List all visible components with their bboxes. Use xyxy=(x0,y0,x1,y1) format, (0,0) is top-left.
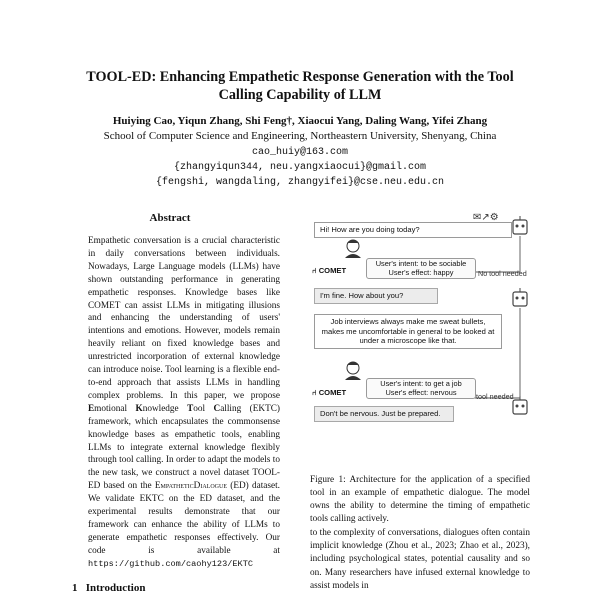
bot-bubble-1: I'm fine. How about you? xyxy=(314,288,438,304)
email-1: cao_huiy@163.com xyxy=(251,147,348,158)
ektc-t: T xyxy=(187,403,194,414)
robot-icon xyxy=(513,288,527,306)
user-bubble-2: Job interviews always make me sweat bullets, makes me uncomfortable in general to be looked at under a microscope like that. xyxy=(314,314,502,349)
dataset-name: EmpatheticDialogue xyxy=(154,481,228,492)
user-avatar-icon xyxy=(345,240,361,258)
section-number: 1 xyxy=(72,582,78,594)
comet-icon: ⑁ xyxy=(312,388,317,397)
code-url-link[interactable]: https://github.com/caohy123/EKTC xyxy=(88,558,254,569)
ektc-2: nowledge xyxy=(142,403,188,414)
user-bubble-1: Hi! How are you doing today? xyxy=(314,222,512,238)
user-avatar-icon xyxy=(345,362,361,380)
abstract-body xyxy=(88,235,280,571)
comet-output-1 xyxy=(366,258,476,279)
abstract-text-2: (ED) dataset. We validate EKTC on the ED dataset, and the experimental results demonstrate that our framework can enhance the ability of LLMs to generate empathetic responses effectively. Our code is available at xyxy=(88,481,280,556)
comet-label xyxy=(312,388,346,397)
ektc-3: ool xyxy=(193,403,214,414)
figure-1 xyxy=(308,210,532,420)
intent-1: User's intent: to be sociable xyxy=(375,259,467,268)
tool-icons: ✉↗⚙ xyxy=(473,212,499,223)
title-line-1: TOOL-ED: Enhancing Empathetic Response Generation with the Tool xyxy=(86,69,514,85)
ektc-4: alling (EKTC) framework, which encapsulates the commonsense knowledge bases as empathetic tools, enabling LLMs to integrate external knowledge flexibly through tool calling. In order to adapt the models to the new task, we construct a novel dataset TOOL-ED based on the xyxy=(88,403,280,492)
intent-2: User's intent: to get a job xyxy=(380,379,462,388)
comet-output-2 xyxy=(366,378,476,399)
comet-icon: ⑁ xyxy=(312,266,317,275)
bot-bubble-2: Don't be nervous. Just be prepared. xyxy=(314,406,454,422)
flow-arrow xyxy=(474,236,520,272)
effect-1: User's effect: happy xyxy=(388,268,454,278)
ektc-e: E xyxy=(88,403,95,414)
effect-2: User's effect: nervous xyxy=(385,388,457,398)
comet-label xyxy=(312,266,346,275)
section-heading xyxy=(72,582,145,594)
body-text: to the complexity of conversations, dialogues often contain implicit knowledge (Zhou et al., 2023; Zhao et al., 2023), including psychological states, potential causality and so on. Many researchers have infused external knowledge to assist models in xyxy=(310,528,530,591)
email-2: {zhangyiqun344, neu.yangxiaocui}@gmail.com xyxy=(173,162,427,173)
comet-text: COMET xyxy=(318,266,347,275)
title-line-2: Calling Capability of LLM xyxy=(218,87,382,103)
authors: Huiying Cao, Yiqun Zhang, Shi Feng†, Xiaocui Yang, Daling Wang, Yifei Zhang xyxy=(112,115,488,127)
robot-icon xyxy=(513,216,527,234)
tool-needed-label: tool needed xyxy=(476,392,514,401)
ektc-k: K xyxy=(135,403,143,414)
robot-icon xyxy=(513,396,527,414)
affiliation: School of Computer Science and Engineering, Northeastern University, Shenyang, China xyxy=(103,130,497,142)
abstract-text-1: Empathetic conversation is a crucial characteristic in daily conversations between individuals. Nowadays, Large Language models (LLMs) have shown outstanding performance in generating empathetic responses. Knowledge bases like COMET can assist LLMs in mitigating illusions and enhancing the understanding of users' intentions and emotions. However, models remain heavily reliant on fixed knowledge bases and unrestricted incorporation of external knowledge can introduce noise. Tool learning is a flexible end-to-end approach that assists LLMs in handling complex problems. In this paper, we propose xyxy=(88,236,280,401)
email-3: {fengshi, wangdaling, zhangyifei}@cse.neu.edu.cn xyxy=(155,177,445,188)
comet-text: COMET xyxy=(318,388,347,397)
no-tool-label: No tool needed xyxy=(478,269,527,278)
ektc-1: motional xyxy=(94,403,136,414)
section-title: Introduction xyxy=(85,582,146,594)
ektc-c: C xyxy=(213,403,221,414)
paper-title xyxy=(40,68,560,104)
figure-caption: Figure 1: Architecture for the application of a specified tool in an example of empathetic dialogue. The model owns the ability to determine the timing of empathetic tools calling actively. xyxy=(310,475,530,524)
abstract-heading: Abstract xyxy=(149,212,191,224)
